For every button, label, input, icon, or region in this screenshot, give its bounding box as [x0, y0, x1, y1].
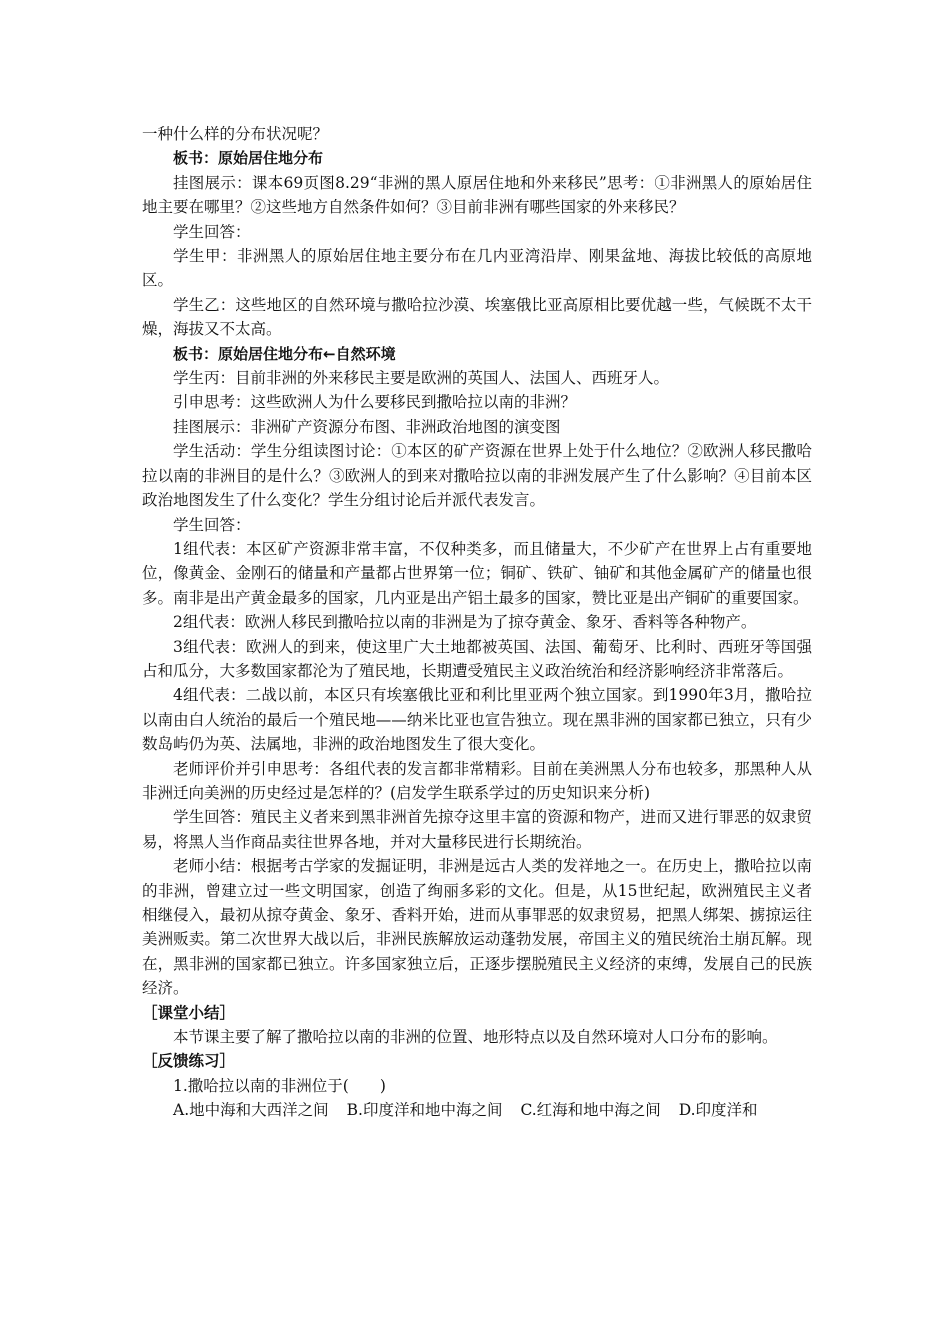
option-a: A.地中海和大西洋之间: [173, 1101, 329, 1120]
practice-heading: ［反馈练习］: [142, 1052, 236, 1071]
paragraph: 引申思考：这些欧洲人为什么要移民到撒哈拉以南的非洲？: [173, 393, 577, 412]
option-b: B.印度洋和地中海之间: [346, 1101, 503, 1120]
paragraph: 2组代表：欧洲人移民到撒哈拉以南的非洲是为了掠夺黄金、象牙、香料等各种物产。: [173, 613, 757, 632]
board-note: 板书：原始居住地分布: [173, 149, 324, 168]
paragraph: 4组代表：二战以前，本区只有埃塞俄比亚和利比里亚两个独立国家。到1990年3月，撒哈拉以南由白人统治的最后一个殖民地——纳米比亚也宣告独立。现在黑非洲的国家都已独立，只有少数岛屿仍为英、法属地，非洲的政治地图发生了很大变化。: [142, 686, 812, 754]
paragraph: 学生乙：这些地区的自然环境与撒哈拉沙漠、埃塞俄比亚高原相比要优越一些，气候既不太干燥，海拔又不太高。: [142, 295, 812, 339]
paragraph: 学生甲：非洲黑人的原始居住地主要分布在几内亚湾沿岸、刚果盆地、海拔比较低的高原地区。: [142, 247, 812, 290]
paragraph: 学生回答：: [173, 515, 251, 534]
document-page: [142, 122, 812, 1123]
paragraph: 学生丙：目前非洲的外来移民主要是欧洲的英国人、法国人、西班牙人。: [173, 369, 670, 388]
summary-heading: ［课堂小结］: [142, 1003, 236, 1022]
paragraph: 3组代表：欧洲人的到来，使这里广大土地都被英国、法国、葡萄牙、比利时、西班牙等国强占和瓜分，大多数国家都沦为了殖民地，长期遭受殖民主义政治统治和经济影响经济非常落后。: [142, 637, 812, 680]
paragraph: 学生回答：殖民主义者来到黑非洲首先掠夺这里丰富的资源和物产，进而又进行罪恶的奴隶贸易，将黑人当作商品卖往世界各地，并对大量移民进行长期统治。: [142, 808, 812, 851]
question-1: 1.撒哈拉以南的非洲位于( ): [173, 1076, 386, 1095]
paragraph: 学生回答：: [173, 222, 251, 241]
body-paragraphs: [142, 122, 812, 1001]
option-d: D.印度洋和: [678, 1101, 758, 1120]
paragraph: 老师小结：根据考古学家的发掘证明，非洲是远古人类的发祥地之一。在历史上，撒哈拉以南的非洲，曾建立过一些文明国家，创造了绚丽多彩的文化。但是，从15世纪起，欧洲殖民主义者相继侵入，最初从掠夺黄金、象牙、香料开始，进而从事罪恶的奴隶贸易，把黑人绑架、掳掠运往美洲贩卖。第二次世界大战以后，非洲民族解放运动蓬勃发展，帝国主义的殖民统治土崩瓦解。现在，黑非洲的国家都已独立。许多国家独立后，正逐步摆脱殖民主义经济的束缚，发展自己的民族经济。: [142, 857, 812, 998]
option-c: C.红海和地中海之间: [520, 1101, 661, 1120]
question-1-options: [142, 1098, 812, 1122]
summary-text: 本节课主要了解了撒哈拉以南的非洲的位置、地形特点以及自然环境对人口分布的影响。: [173, 1028, 778, 1047]
paragraph: 学生活动：学生分组读图讨论：①本区的矿产资源在世界上处于什么地位？②欧洲人移民撒哈拉以南的非洲目的是什么？③欧洲人的到来对撒哈拉以南的非洲发展产生了什么影响？④目前本区政治地图发生了什么变化？学生分组讨论后并派代表发言。: [142, 442, 812, 510]
paragraph: 1组代表：本区矿产资源非常丰富，不仅种类多，而且储量大，不少矿产在世界上占有重要地位，像黄金、金刚石的储量和产量都占世界第一位；铜矿、铁矿、铀矿和其他金属矿产的储量也很多。南非是出产黄金最多的国家，几内亚是出产铝土最多的国家，赞比亚是出产铜矿的重要国家。: [142, 539, 812, 607]
board-note: 板书：原始居住地分布←自然环境: [173, 344, 396, 363]
paragraph: 老师评价并引申思考：各组代表的发言都非常精彩。目前在美洲黑人分布也较多，那黑种人从非洲迁向美洲的历史经过是怎样的？(启发学生联系学过的历史知识来分析): [142, 759, 812, 802]
paragraph: 一种什么样的分布状况呢？: [142, 125, 329, 143]
paragraph: 挂图展示：课本69页图8.29“非洲的黑人原居住地和外来移民”思考：①非洲黑人的原始居住地主要在哪里？②这些地方自然条件如何？③目前非洲有哪些国家的外来移民？: [142, 173, 812, 217]
paragraph: 挂图展示：非洲矿产资源分布图、非洲政治地图的演变图: [173, 417, 561, 436]
